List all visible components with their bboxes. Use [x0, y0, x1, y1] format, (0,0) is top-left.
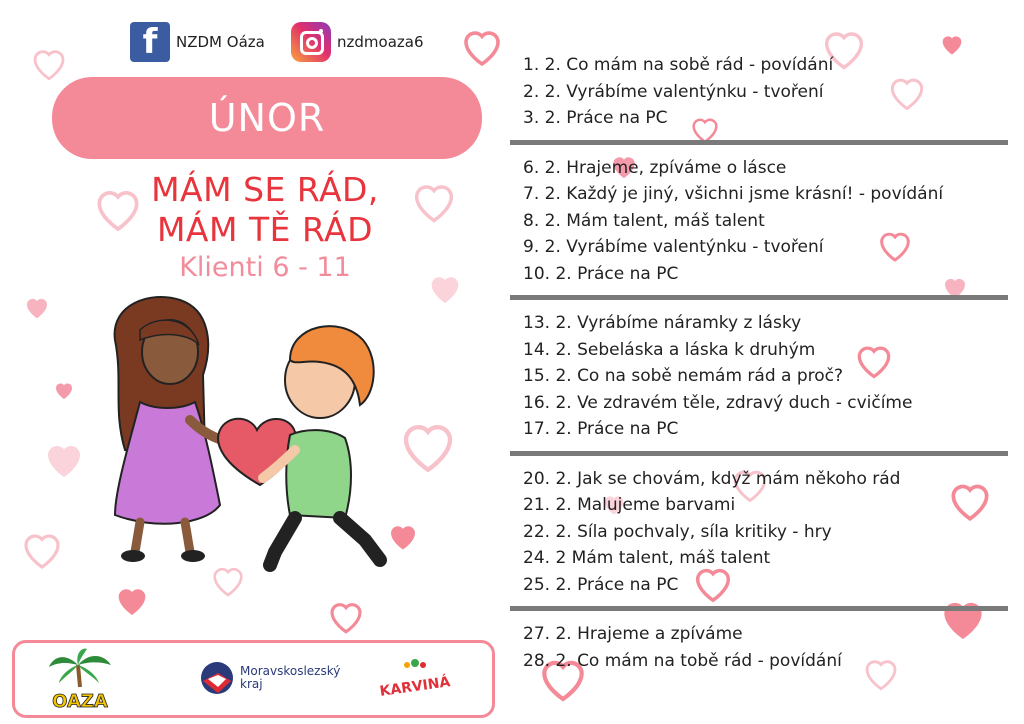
instagram-label: nzdmoaza6 [337, 33, 424, 51]
oaza-logo [45, 647, 115, 711]
schedule-item: 6. 2. Hrajeme, zpíváme o lásce [523, 157, 787, 178]
schedule-week-4 [510, 466, 1010, 599]
month-title: ÚNOR [208, 96, 326, 140]
schedule-item: 3. 2. Práce na PC [523, 108, 668, 128]
heart-decoration-icon [52, 378, 76, 402]
instagram-icon [291, 22, 331, 62]
schedule-item: 20. 2. Jak se chovám, když mám někoho rád [523, 468, 901, 489]
kraj-name-line2: kraj [240, 677, 263, 691]
week-divider [510, 606, 1008, 611]
schedule-item: 15. 2. Co na sobě nemám rád a proč? [523, 366, 844, 386]
schedule-item: 28. 2. Co mám na tobě rád - povídání [523, 650, 842, 671]
schedule-list [510, 52, 1010, 674]
schedule-item: 27. 2. Hrajeme a zpíváme [523, 624, 743, 644]
karvina-logo [375, 653, 455, 705]
heart-decoration-icon [22, 292, 52, 322]
karvina-logo-text: KARVINÁ [378, 674, 452, 700]
schedule-item: 14. 2. Sebeláska a láska k druhým [523, 339, 816, 360]
schedule-item: 24. 2 Mám talent, máš talent [523, 548, 771, 568]
schedule-week-5 [510, 621, 1010, 674]
schedule-item: 22. 2. Síla pochvaly, síla kritiky - hry [523, 521, 832, 542]
couple-with-heart-illustration [95, 290, 405, 575]
schedule-item: 21. 2. Malujeme barvami [523, 495, 736, 515]
schedule-item: 16. 2. Ve zdravém těle, zdravý duch - cvičíme [523, 392, 913, 413]
facebook-icon: f [130, 22, 170, 62]
heart-decoration-icon [18, 525, 66, 573]
week-divider [510, 295, 1008, 300]
kraj-emblem-icon [198, 659, 236, 697]
schedule-item: 7. 2. Každý je jiný, všichni jsme krásní! - povídání [523, 184, 944, 204]
heart-decoration-icon [28, 42, 70, 84]
schedule-item: 13. 2. Vyrábíme náramky z lásky [523, 313, 802, 333]
theme-title-line1: MÁM SE RÁD, [151, 170, 379, 209]
schedule-item: 17. 2. Práce na PC [523, 419, 679, 439]
schedule-item: 9. 2. Vyrábíme valentýnku - tvoření [523, 237, 824, 257]
oaza-logo-text: OAZA [52, 691, 108, 711]
client-age-range: Klienti 6 - 11 [179, 252, 351, 283]
partner-logos-footer [12, 640, 495, 718]
schedule-item: 25. 2. Práce na PC [523, 574, 679, 595]
moravskoslezsky-kraj-logo [198, 659, 340, 697]
schedule-week-2 [510, 155, 1010, 288]
schedule-week-3 [510, 310, 1010, 443]
facebook-link[interactable] [130, 22, 265, 62]
schedule-week-1 [510, 52, 1010, 132]
schedule-item: 10. 2. Práce na PC [523, 263, 679, 284]
heart-decoration-icon [325, 595, 367, 637]
month-banner [52, 77, 482, 159]
facebook-label: NZDM Oáza [176, 33, 265, 51]
week-divider [510, 451, 1008, 456]
instagram-link[interactable] [291, 22, 424, 62]
week-divider [510, 140, 1008, 145]
schedule-item: 1. 2. Co mám na sobě rád - povídání [523, 55, 834, 75]
heart-decoration-icon [40, 435, 88, 483]
schedule-item: 8. 2. Mám talent, máš talent [523, 210, 765, 231]
schedule-item: 2. 2. Vyrábíme valentýnku - tvoření [523, 81, 824, 102]
heart-decoration-icon [458, 22, 506, 70]
heart-decoration-icon [112, 580, 152, 620]
theme-title-line2: MÁM TĚ RÁD [156, 210, 374, 249]
kraj-name-line1: Moravskoslezský [240, 664, 341, 678]
